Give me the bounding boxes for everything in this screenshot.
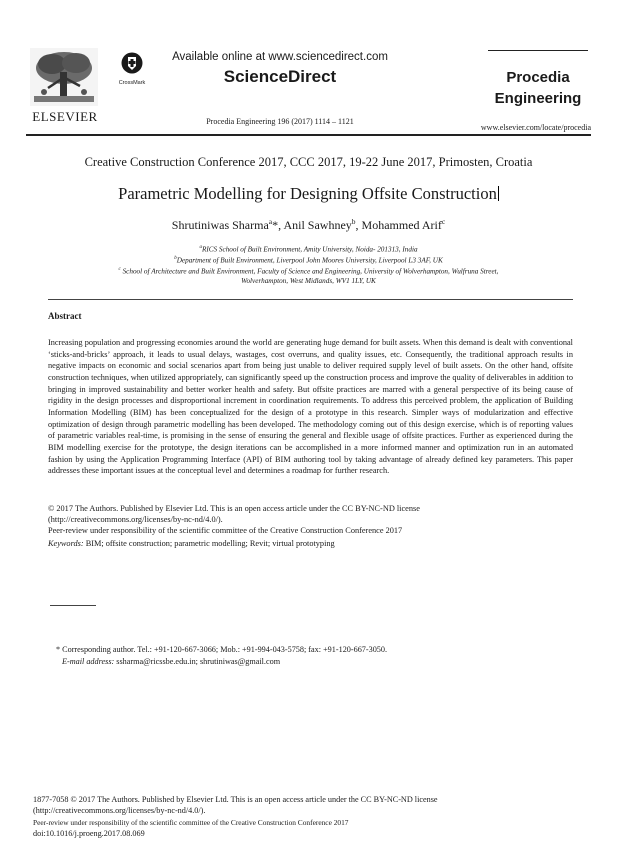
bottom-peer-review-line: Peer-review under responsibility of the scientific committee of the Creative Construction Conference 2017 — [33, 818, 349, 827]
email-label: E-mail address: — [62, 657, 115, 666]
affiliation-b — [26, 254, 591, 265]
header-divider — [26, 134, 591, 136]
bottom-license-url-link[interactable]: (http://creativecommons.org/licenses/by-nc-nd/4.0/). — [33, 806, 206, 815]
copyright-line: © 2017 The Authors. Published by Elsevier Ltd. This is an open access article under the CC BY-NC-ND license — [48, 504, 420, 513]
issn-license-line: 1877-7058 © 2017 The Authors. Published by Elsevier Ltd. This is an open access article under the CC BY-NC-ND license — [33, 795, 438, 804]
sciencedirect-wordmark: ScienceDirect — [223, 67, 337, 86]
author-name: Anil Sawhney — [283, 218, 352, 232]
affil-marker: b — [174, 256, 177, 261]
author-list — [26, 217, 591, 233]
affil-text: RICS School of Built Environment, Amity University, Noida- 201313, India — [201, 245, 418, 254]
affiliation-a — [26, 243, 591, 254]
author-affil-marker: c — [441, 217, 446, 226]
keywords-label: Keywords: — [48, 539, 84, 548]
peer-review-line: Peer-review under responsibility of the scientific committee of the Creative Construction Conference 2017 — [48, 526, 403, 535]
conference-line: Creative Construction Conference 2017, CCC 2017, 19-22 June 2017, Primosten, Croatia — [84, 155, 533, 169]
affil-text: School of Architecture and Built Environment, Faculty of Science and Engineering, University of Wolverhampton, Wulfruna Street, — [120, 267, 499, 276]
affil-text: Wolverhampton, West Midlands, WV1 1LY, UK — [241, 277, 376, 285]
journal-url-link[interactable]: www.elsevier.com/locate/procedia — [480, 123, 591, 132]
doi-link[interactable]: doi:10.1016/j.proeng.2017.08.069 — [33, 829, 145, 838]
author-affil-marker: b — [351, 217, 356, 226]
available-online-text: Available online at www.sciencedirect.com — [172, 51, 388, 63]
footnote-divider — [50, 605, 96, 606]
affil-text: Department of Built Environment, Liverpool John Moores University, Liverpool L3 3AF, UK — [176, 256, 443, 265]
author-name: Shrutiniwas Sharma — [171, 218, 269, 232]
author-name: Mohammed Arif — [361, 218, 442, 232]
author-separator: , — [355, 218, 362, 232]
journal-name-line2: Engineering — [494, 90, 582, 107]
footnote-marker: * — [56, 645, 61, 654]
affiliation-c-continued — [26, 276, 591, 286]
journal-citation: Procedia Engineering 196 (2017) 1114 – 1121 — [206, 117, 354, 126]
journal-name-line1: Procedia — [506, 69, 570, 86]
email-addresses[interactable]: ssharma@ricssbe.edu.in; shrutiniwas@gmail.com — [114, 657, 281, 666]
keywords-line — [48, 538, 588, 549]
author-affil-marker: a — [268, 217, 273, 226]
journal-box-top-rule — [488, 50, 588, 51]
crossmark-icon[interactable] — [121, 52, 143, 76]
abstract-body: Increasing population and progressing economies around the world are generating huge demand for built assets. When this demand is dealt with conventional ‘sticks-and-bricks’ approach, it leads to usual delays, wastages, cost overruns, and quality issues, etc. Consequently, the traditional approach results in negative impacts on economic and social scenarios apart from being just unable to deliver required supply level of built assets. On the other hand, offsite construction techniques, when utilized appropriately, can significantly speed up the construction process and improve the quality of deliverables in addition to bringing in improved sustainability and better worker health and safety. But offsite practices are marred with a general perspective of its being cause of rigidity in the design processes and disproportional increment in coordination requirements. To address this perceived problem, the application of Building Information Modelling (BIM) has been conceptualized for the design of a prototype in this research. Simpler ways of modularization and effective optimization of design through parametric modelling has been developed. The methodology coming out of this design exercise, which is of reporting values of parametric variables real-time, is promising in the sense of ensuring the general and flexible usage of offsite practices. Further as experienced during the BIM modelling exercise for the prototype, the design iterations can be accomplished in a more informed manner and optimization run in an automated fashion by using the Application Programming Interface (API) of BIM authoring tool by taking advantage of already defined key parameters. This paper addresses these important issues at the conceptual level and determines a roadmap for further research. — [48, 338, 573, 476]
paper-title-text: Parametric Modelling for Designing Offsite Construction — [118, 184, 497, 203]
paper-title — [26, 184, 591, 204]
affil-marker: c — [118, 267, 121, 272]
keywords-list: BIM; offsite construction; parametric modelling; Revit; virtual prototyping — [83, 539, 335, 548]
affiliation-c — [26, 265, 591, 276]
text-cursor — [498, 186, 499, 201]
abstract-divider — [48, 299, 573, 300]
journal-name — [488, 67, 588, 109]
publisher-name: ELSEVIER — [32, 109, 98, 124]
author-separator: *, — [272, 218, 284, 232]
elsevier-tree-logo-icon — [30, 48, 98, 106]
affil-marker: a — [199, 245, 202, 250]
footnote-contact: Corresponding author. Tel.: +91-120-667-3066; Mob.: +91-994-043-5758; fax: +91-120-667-3050. — [60, 645, 388, 654]
abstract-heading: Abstract — [48, 311, 82, 321]
crossmark-label: CrossMark — [118, 80, 146, 86]
email-footnote — [62, 656, 592, 667]
license-url-link[interactable]: (http://creativecommons.org/licenses/by-nc-nd/4.0/). — [48, 515, 223, 524]
corresponding-author-footnote — [56, 644, 586, 655]
